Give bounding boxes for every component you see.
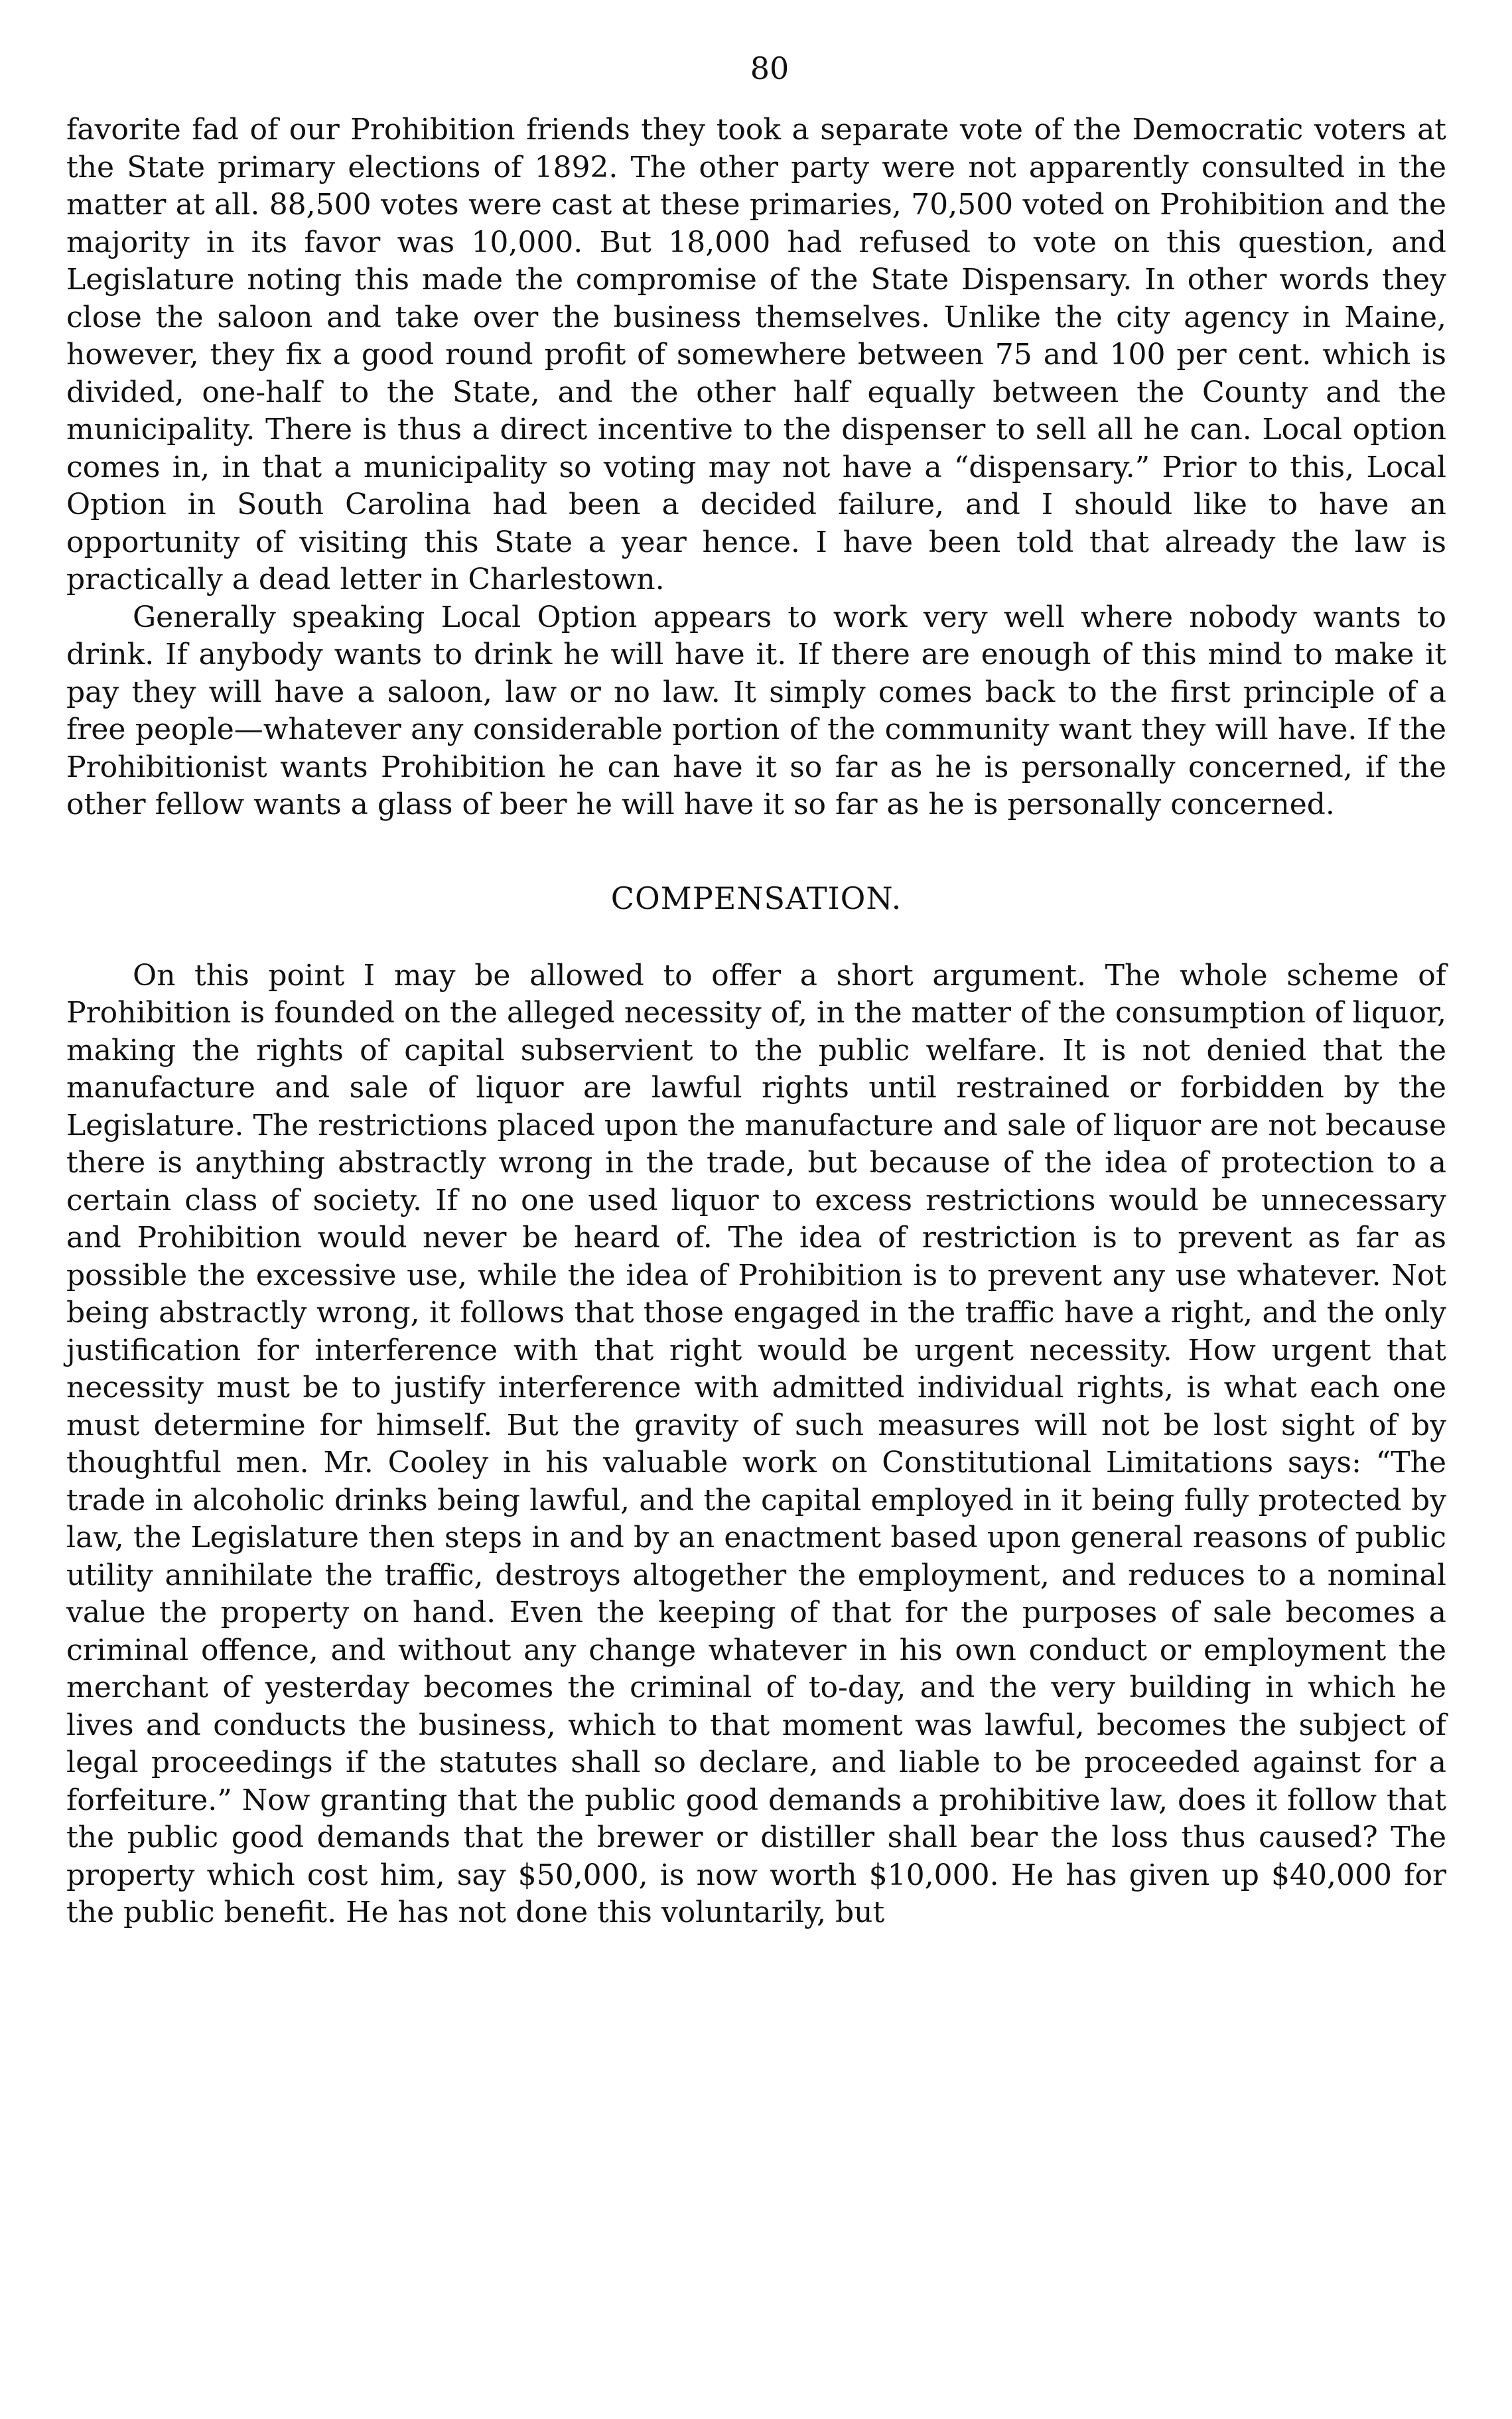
- document-page: [66, 50, 1446, 2402]
- paragraph-prohibition-vote: favorite fad of our Prohibition friends they took a separate vote of the Democratic voters at the State primary elections of 1892. The other party were not apparently consulted in the matter at all. 88,500 votes were cast at these primaries, 70,500 voted on Prohibition and the majority in its favor was 10,000. But 18,000 had refused to vote on this question, and Legislature noting this made the compromise of the State Dispensary. In other words they close the saloon and take over the business themselves. Unlike the city agency in Maine, however, they fix a good round profit of somewhere between 75 and 100 per cent. which is divided, one-half to the State, and the other half equally between the County and the municipality. There is thus a direct incentive to the dispenser to sell all he can. Local option comes in, in that a municipality so voting may not have a “dispensary.” Prior to this, Local Option in South Carolina had been a decided failure, and I should like to have an opportunity of visiting this State a year hence. I have been told that already the law is practically a dead letter in Charlestown.: [66, 113, 1446, 596]
- section-heading-compensation: COMPENSATION.: [610, 880, 902, 916]
- page-number: 80: [750, 50, 790, 86]
- paragraph-local-option: Generally speaking Local Option appears to work very well where nobody wants to drink. If anybody wants to drink he will have it. If there are enough of this mind to make it pay they will have a saloon, law or no law. It simply comes back to the first principle of a free people—whatever any considerable portion of the community want they will have. If the Prohibitionist wants Prohibition he can have it so far as he is personally concerned, if the other fellow wants a glass of beer he will have it so far as he is personally concerned.: [66, 600, 1446, 821]
- paragraph-compensation-argument: On this point I may be allowed to offer a short argument. The whole scheme of Prohibition is founded on the alleged necessity of, in the matter of the consumption of liquor, making the rights of capital subservient to the public welfare. It is not denied that the manufacture and sale of liquor are lawful rights until restrained or forbidden by the Legislature. The restrictions placed upon the manufacture and sale of liquor are not because there is anything abstractly wrong in the trade, but because of the idea of protection to a certain class of society. If no one used liquor to excess restrictions would be unnecessary and Prohibition would never be heard of. The idea of restriction is to prevent as far as possible the excessive use, while the idea of Prohibition is to prevent any use whatever. Not being abstractly wrong, it follows that those engaged in the traffic have a right, and the only justification for interference with that right would be urgent necessity. How urgent that necessity must be to justify interference with admitted individual rights, is what each one must determine for himself. But the gravity of such measures will not be lost sight of by thoughtful men. Mr. Cooley in his valuable work on Constitutional Limitations says: “The trade in alcoholic drinks being lawful, and the capital employed in it being fully protected by law, the Legislature then steps in and by an enactment based upon general reasons of public utility annihilate the traffic, destroys altogether the employment, and reduces to a nominal value the property on hand. Even the keeping of that for the purposes of sale becomes a criminal offence, and without any change whatever in his own conduct or employment the merchant of yesterday becomes the criminal of to-day, and the very building in which he lives and conducts the business, which to that moment was lawful, becomes the subject of legal proceedings if the statutes shall so declare, and liable to be proceeded against for a forfeiture.” Now granting that the public good demands a prohibitive law, does it follow that the public good demands that the brewer or distiller shall bear the loss thus caused? The property which cost him, say $50,000, is now worth $10,000. He has given up $40,000 for the public benefit. He has not done this voluntarily, but: [66, 958, 1446, 1929]
